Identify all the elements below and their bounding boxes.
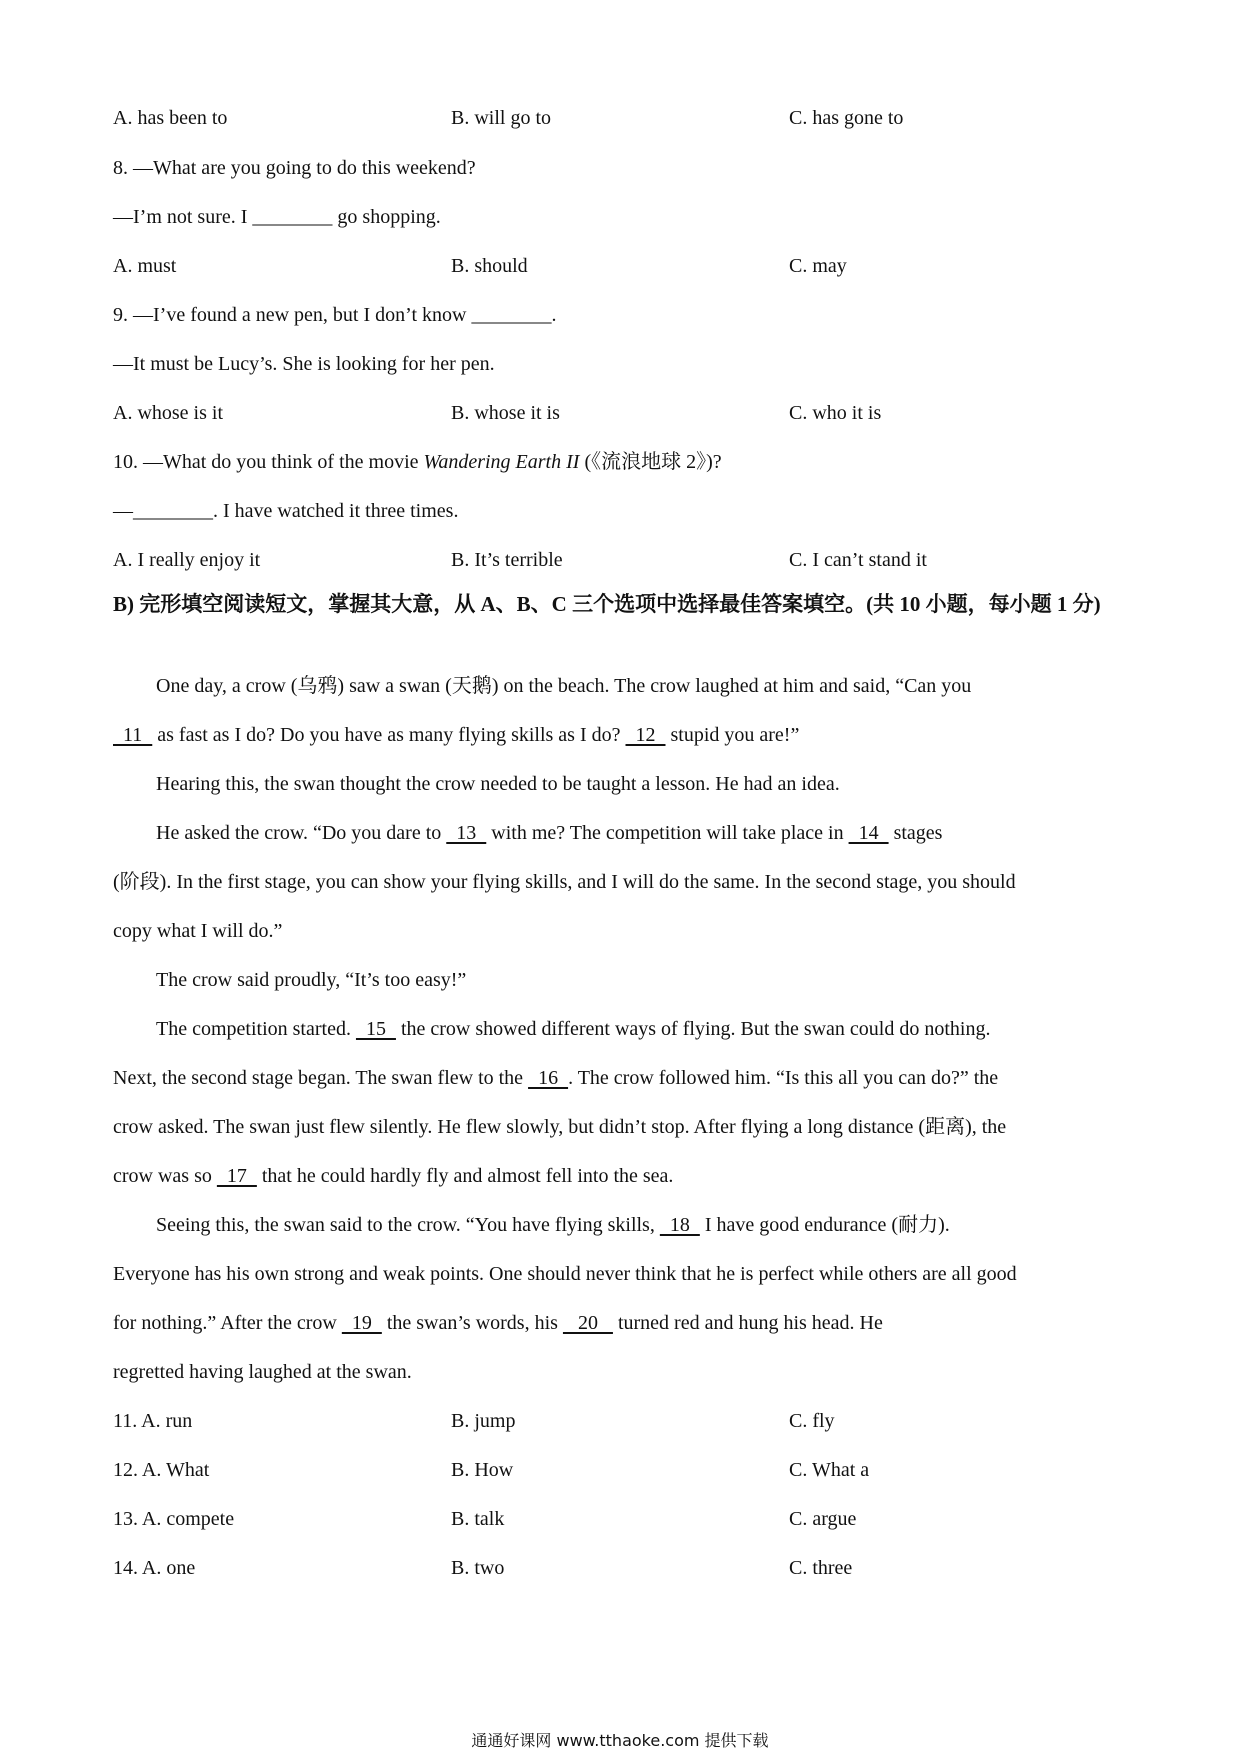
q9-blank: ________: [471, 304, 552, 326]
q12-option-c: C. What a: [789, 1459, 870, 1481]
q13-option-a: 13. A. compete: [113, 1508, 235, 1530]
q8-stem: 8. —What are you going to do this weekend?: [113, 157, 476, 179]
blank-19: 19: [341, 1312, 382, 1334]
section-b-heading: B) 完形填空阅读短文，掌握其大意，从 A、B、C 三个选项中选择最佳答案填空。(共 10 小题，每小题 1 分): [113, 592, 1101, 616]
passage-line: 11 as fast as I do? Do you have as many flying skills as I do? 12 stupid you are!”: [113, 724, 800, 746]
q11-option-b: B. jump: [451, 1410, 516, 1432]
blank-14: 14: [848, 822, 889, 844]
q11-option-a: 11. A. run: [113, 1410, 193, 1432]
q8-options: [113, 253, 1123, 279]
q10-option-b: B. It’s terrible: [451, 549, 563, 571]
q12-options: [113, 1457, 1123, 1483]
passage-line: crow asked. The swan just flew silently. He flew slowly, but didn’t stop. After flying a long distance (距离), the: [113, 1116, 1007, 1138]
q9-reply: —It must be Lucy’s. She is looking for her pen.: [113, 353, 495, 375]
passage-line: regretted having laughed at the swan.: [113, 1361, 412, 1383]
q7-option-c: C. has gone to: [789, 107, 904, 129]
passage-line: The crow said proudly, “It’s too easy!”: [156, 969, 467, 991]
blank-12: 12: [625, 724, 666, 746]
passage-line: crow was so 17 that he could hardly fly and almost fell into the sea.: [113, 1165, 674, 1187]
q11-option-c: C. fly: [789, 1410, 835, 1432]
q14-options: [113, 1555, 1123, 1581]
q10-options: [113, 547, 1123, 573]
q9-option-b: B. whose it is: [451, 402, 560, 424]
q8-option-c: C. may: [789, 255, 847, 277]
q12-option-b: B. How: [451, 1459, 514, 1481]
q8-blank: ________: [252, 206, 333, 228]
q10-reply: —________. I have watched it three times.: [113, 500, 459, 522]
passage-line: He asked the crow. “Do you dare to 13 with me? The competition will take place in 14 stages: [156, 822, 943, 844]
passage-line: Everyone has his own strong and weak points. One should never think that he is perfect while others are all good: [113, 1263, 1017, 1285]
q8-option-a: A. must: [113, 255, 177, 277]
passage-line: Hearing this, the swan thought the crow needed to be taught a lesson. He had an idea.: [156, 773, 840, 795]
page-footer: 通通好课网 www.tthaoke.com 提供下载: [471, 1731, 769, 1750]
q9-option-c: C. who it is: [789, 402, 882, 424]
passage-line: Seeing this, the swan said to the crow. “You have flying skills, 18 I have good endurance (耐力).: [156, 1214, 950, 1236]
blank-17: 17: [216, 1165, 257, 1187]
blank-11: 11: [113, 724, 153, 746]
q13-option-c: C. argue: [789, 1508, 857, 1530]
q7-option-a: A. has been to: [113, 107, 228, 129]
blank-15: 15: [355, 1018, 396, 1040]
blank-20: 20: [562, 1312, 613, 1334]
q9-options: [113, 400, 1123, 426]
movie-title: Wandering Earth II: [423, 451, 580, 473]
q10-option-c: C. I can’t stand it: [789, 549, 927, 571]
blank-18: 18: [659, 1214, 700, 1236]
passage-line: for nothing.” After the crow 19 the swan’s words, his 20 turned red and hung his head. He: [113, 1312, 883, 1334]
passage-line: One day, a crow (乌鸦) saw a swan (天鹅) on the beach. The crow laughed at him and said, “Can you: [156, 675, 972, 697]
passage-line: (阶段). In the first stage, you can show your flying skills, and I will do the same. In the second stage, you should: [113, 871, 1016, 893]
q7-option-b: B. will go to: [451, 107, 552, 129]
q8-reply: —I’m not sure. I ________ go shopping.: [113, 206, 441, 228]
passage-line: The competition started. 15 the crow showed different ways of flying. But the swan could do nothing.: [156, 1018, 991, 1040]
q14-option-c: C. three: [789, 1557, 853, 1579]
q10-stem: 10. —What do you think of the movie Wandering Earth II (《流浪地球 2》)?: [113, 451, 722, 473]
q8-option-b: B. should: [451, 255, 528, 277]
blank-13: 13: [446, 822, 487, 844]
q10-option-a: A. I really enjoy it: [113, 549, 261, 571]
passage-line: Next, the second stage began. The swan flew to the 16 . The crow followed him. “Is this all you can do?” the: [113, 1067, 999, 1089]
q13-option-b: B. talk: [451, 1508, 505, 1530]
q7-options: [113, 105, 1123, 131]
q14-option-b: B. two: [451, 1557, 505, 1579]
q11-options: [113, 1408, 1123, 1434]
q9-stem: 9. —I’ve found a new pen, but I don’t know ________.: [113, 304, 557, 326]
q13-options: [113, 1506, 1123, 1532]
q10-blank: —________: [113, 500, 213, 522]
q12-option-a: 12. A. What: [113, 1459, 210, 1481]
blank-16: 16: [528, 1067, 569, 1089]
q9-option-a: A. whose is it: [113, 402, 223, 424]
passage-line: copy what I will do.”: [113, 920, 283, 942]
q14-option-a: 14. A. one: [113, 1557, 196, 1579]
